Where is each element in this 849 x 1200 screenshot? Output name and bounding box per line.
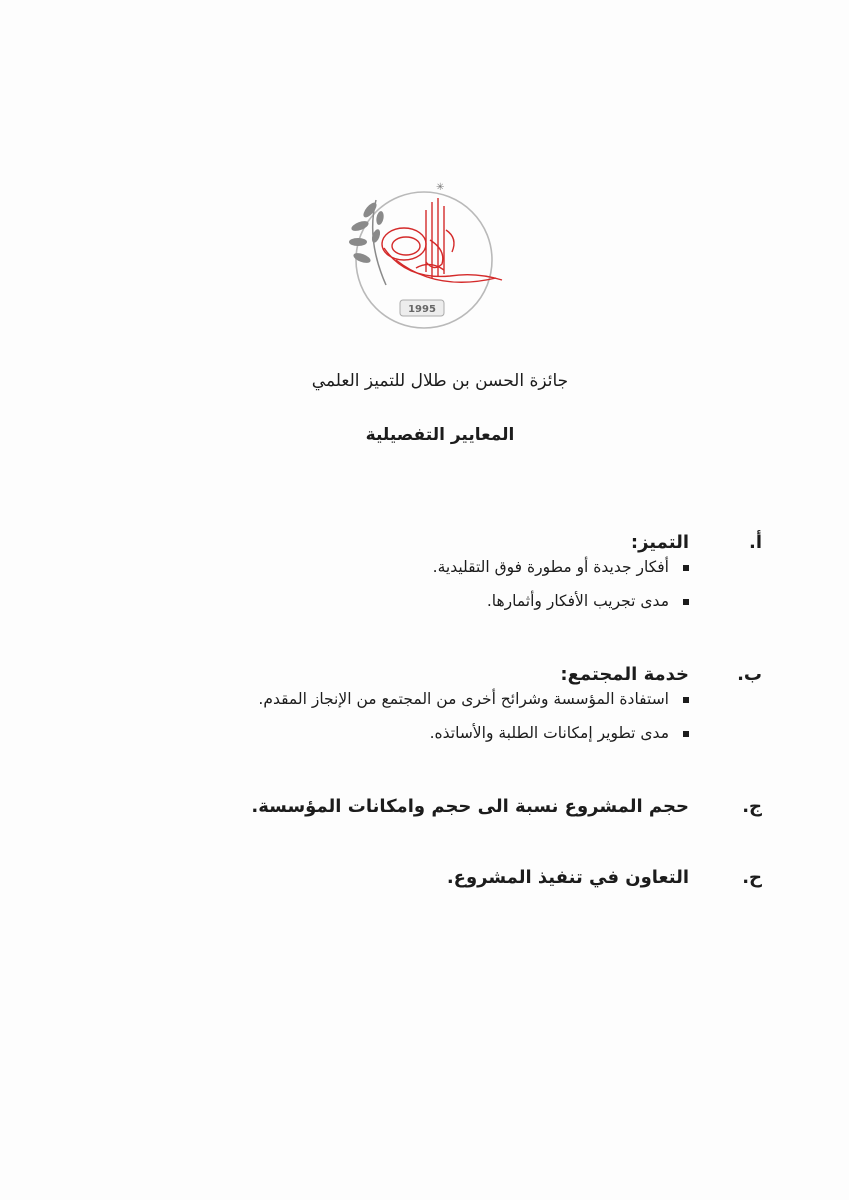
list-item bbox=[129, 592, 689, 614]
list-item bbox=[129, 558, 689, 580]
calligraphy-icon bbox=[382, 198, 502, 282]
section-letter-a: أ. bbox=[748, 532, 762, 553]
bullet-icon bbox=[683, 697, 689, 703]
bullet-icon bbox=[683, 731, 689, 737]
prize-emblem-icon bbox=[346, 180, 506, 330]
emblem-svg bbox=[346, 180, 506, 330]
section-letter-c: ج. bbox=[742, 796, 762, 817]
list-item bbox=[129, 724, 689, 746]
section-heading-cooperation: التعاون في تنفيذ المشروع. bbox=[446, 867, 689, 888]
prize-name: جائزة الحسن بن طلال للتميز العلمي bbox=[311, 371, 569, 391]
list-item-text: استفادة المؤسسة وشرائح أخرى من المجتمع من الإنجاز المقدم. bbox=[258, 690, 669, 708]
list-item-text: مدى تجريب الأفكار وأثمارها. bbox=[486, 592, 669, 610]
section-heading-community-service: خدمة المجتمع: bbox=[560, 664, 689, 685]
list-item-text: مدى تطوير إمكانات الطلبة والأساتذه. bbox=[429, 724, 669, 742]
section-letter-d: ح. bbox=[742, 867, 762, 888]
list-item-text: أفكار جديدة أو مطورة فوق التقليدية. bbox=[432, 558, 669, 576]
section-letter-b: ب. bbox=[737, 664, 762, 685]
year-label: 1995 bbox=[408, 304, 436, 315]
document-title: المعايير التفصيلية bbox=[365, 425, 515, 445]
section-heading-excellence: التميز: bbox=[630, 532, 689, 553]
list-item bbox=[129, 690, 689, 712]
bullet-icon bbox=[683, 565, 689, 571]
olive-branch-icon bbox=[349, 200, 386, 285]
bullet-icon bbox=[683, 599, 689, 605]
star-icon: ✳ bbox=[436, 182, 445, 193]
section-heading-project-size: حجم المشروع نسبة الى حجم وامكانات المؤسسة. bbox=[251, 796, 689, 817]
